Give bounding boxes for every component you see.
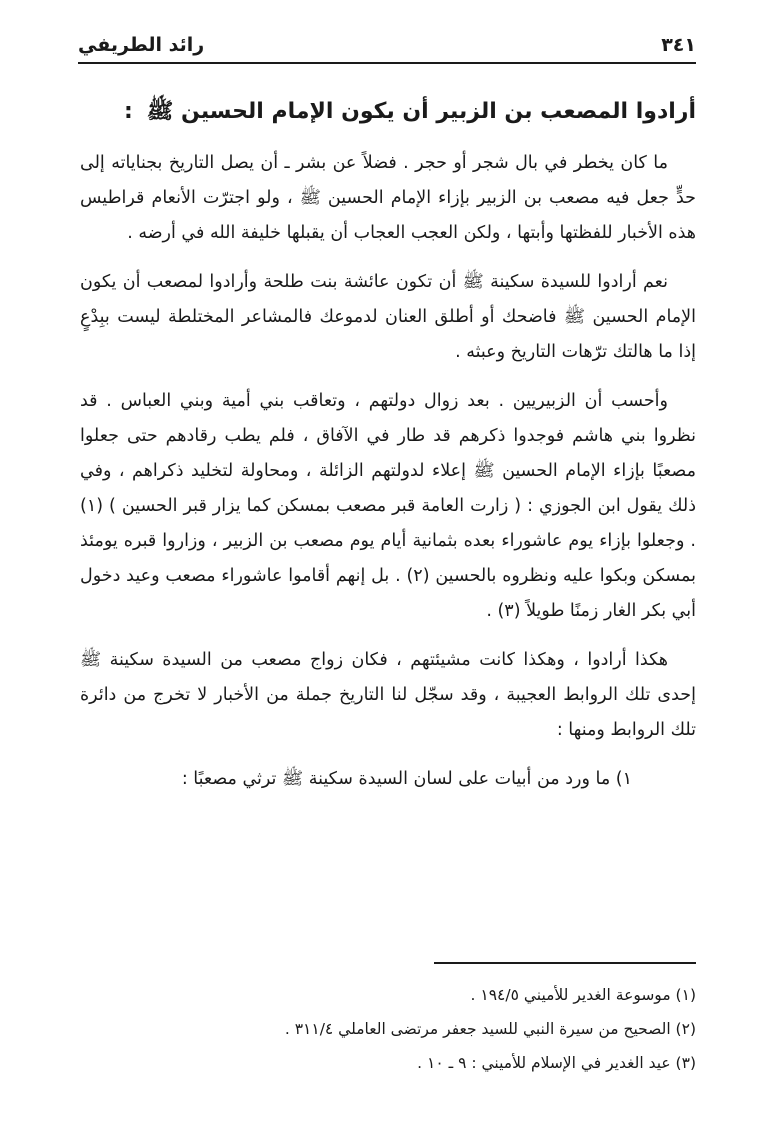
footnote: (٢) الصحيح من سيرة النبي للسيد جعفر مرتضى العاملي ٣١١/٤ .: [284, 1020, 696, 1038]
body-text: [80, 146, 696, 811]
paragraph: نعم أرادوا للسيدة سكينة ﷺ أن تكون عائشة بنت طلحة وأرادوا لمصعب أن يكون الإمام الحسين ﷺ فاضحك أو أطلق العنان لدموعك فالمشاعر المختلطة ليست ببِدْعٍ إذا ما هالتك ترّهات التاريخ وعبثه .: [80, 272, 696, 362]
paragraph: وأحسب أن الزبيريين . بعد زوال دولتهم ، وتعاقب بني أمية وبني العباس . قد نظروا بني هاشم فوجدوا ذكرهم قد طار في الآفاق ، فلم يطب رقادهم حتى جعلوا مصعبًا بإزاء الإمام الحسين ﷺ إعلاء لدولتهم الزائلة ، ومحاولة لتخليد ذكراهم ، وفي ذلك يقول ابن الجوزي : ( زارت العامة قبر مصعب بمسكن كما يزار قبر الحسين ) (١) . وجعلوا بإزاء يوم عاشوراء بعده بثمانية أيام يوم مصعب بن الزبير ، وزاروا قبره يومئذ بمسكن وبكوا عليه ونظروه بالحسين (٢) . بل إنهم أقاموا عاشوراء مصعب وعيد دخول أبي بكر الغار زمنًا طويلاً (٣) .: [80, 391, 697, 621]
section-heading-colon: :: [123, 99, 133, 124]
running-title: رائد الطريفي: [78, 34, 205, 56]
section-heading-text: أرادوا المصعب بن الزبير أن يكون الإمام الحسين ﷺ: [146, 99, 696, 124]
footnote-divider: [434, 962, 696, 964]
footnote: (١) موسوعة الغدير للأميني ١٩٤/٥ .: [470, 986, 696, 1004]
list-item: ١) ما ورد من أبيات على لسان السيدة سكينة ﷺ ترثي مصعبًا :: [181, 769, 632, 789]
page-number: ٣٤١: [661, 34, 696, 56]
paragraph: هكذا أرادوا ، وهكذا كانت مشيئتهم ، فكان زواج مصعب من السيدة سكينة ﷺ إحدى تلك الروابط العجيبة ، وقد سجّل لنا التاريخ جملة من الأخبار لا تخرج من دائرة تلك الروابط ومنها :: [80, 650, 696, 740]
running-header: [78, 28, 696, 64]
footnotes: [80, 978, 696, 1080]
section-heading: [80, 92, 696, 132]
footnote: (٣) عيد الغدير في الإسلام للأميني : ٩ ـ ١٠ .: [417, 1054, 696, 1072]
paragraph: ما كان يخطر في بال شجر أو حجر . فضلاً عن بشر ـ أن يصل التاريخ بجناياته إلى حدٍّ جعل فيه مصعب بن الزبير بإزاء الإمام الحسين ﷺ ، ولو اجترّت الأنعام قراطيس هذه الأخبار للفظتها وأبتها ، ولكن العجب العجاب أن يقبلها خليفة الله في أرضه .: [80, 153, 696, 243]
